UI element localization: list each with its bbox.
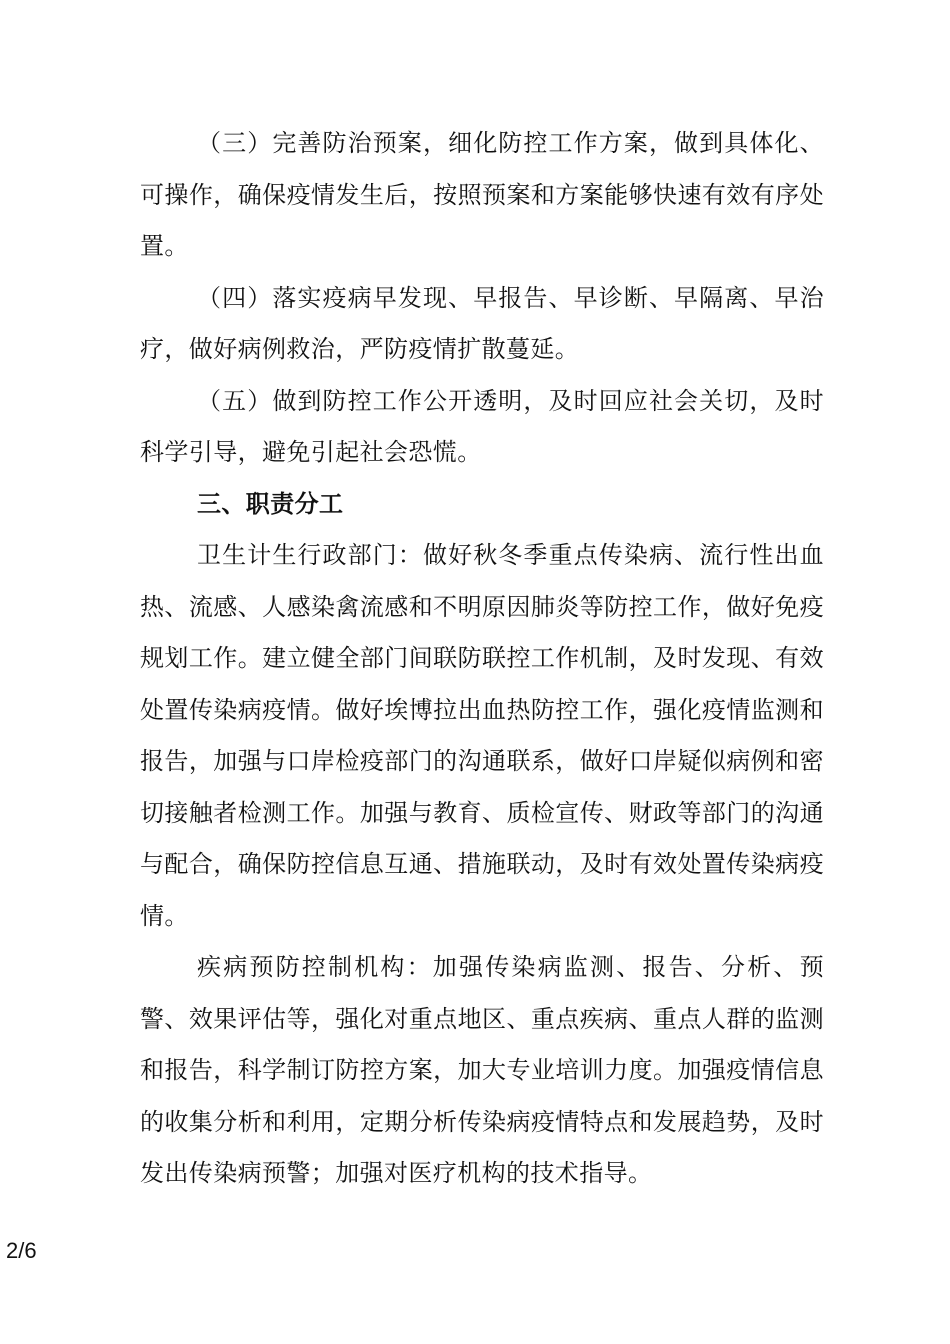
page-number: 2/6: [6, 1238, 37, 1263]
paragraph-health-admin: 卫生计生行政部门：做好秋冬季重点传染病、流行性出血热、流感、人感染禽流感和不明原因肺炎等防控工作，做好免疫规划工作。建立健全部门间联防联控工作机制，及时发现、有效处置传染病疫情。做好埃博拉出血热防控工作，强化疫情监测和报告，加强与口岸检疫部门的沟通联系，做好口岸疑似病例和密切接触者检测工作。加强与教育、质检宣传、财政等部门的沟通与配合，确保防控信息互通、措施联动，及时有效处置传染病疫情。: [140, 541, 824, 930]
section-heading: 三、职责分工: [197, 489, 344, 518]
paragraph-item-3: （三）完善防治预案，细化防控工作方案，做到具体化、可操作，确保疫情发生后，按照预案和方案能够快速有效有序处置。: [140, 129, 824, 260]
paragraph-item-5: （五）做到防控工作公开透明，及时回应社会关切，及时科学引导，避免引起社会恐慌。: [140, 386, 824, 466]
paragraph-item-4: （四）落实疫病早发现、早报告、早诊断、早隔离、早治疗，做好病例救治，严防疫情扩散蔓延。: [140, 283, 824, 363]
paragraph-cdc: 疾病预防控制机构：加强传染病监测、报告、分析、预警、效果评估等，强化对重点地区、重点疾病、重点人群的监测和报告，科学制订防控方案，加大专业培训力度。加强疫情信息的收集分析和利用，定期分析传染病疫情特点和发展趋势，及时发出传染病预警；加强对医疗机构的技术指导。: [140, 953, 824, 1187]
document-body: [140, 118, 824, 1200]
